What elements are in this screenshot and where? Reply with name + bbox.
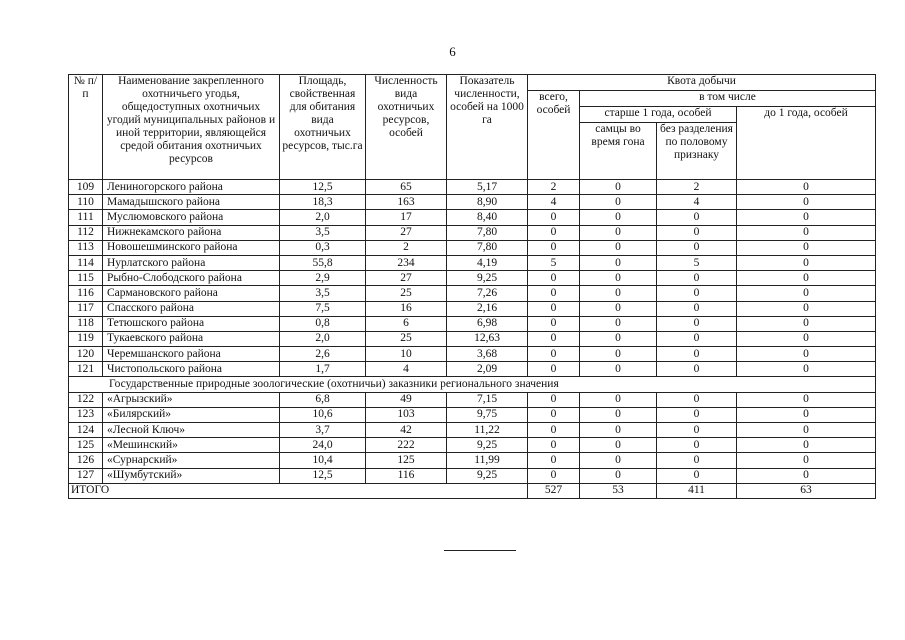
cell-under1: 0 xyxy=(737,347,876,362)
table-row xyxy=(69,210,876,225)
table-row xyxy=(69,316,876,331)
cell-area: 3,5 xyxy=(280,225,366,240)
cell-males-rut: 0 xyxy=(580,301,657,316)
cell-name: «Шумбутский» xyxy=(103,468,280,483)
header-area: Площадь, свойственная для обитания вида охотничьих ресурсов, тыс.га xyxy=(280,75,366,180)
cell-population: 116 xyxy=(366,468,447,483)
header-total: всего, особей xyxy=(528,91,580,180)
quota-table xyxy=(68,74,876,499)
table-row xyxy=(69,301,876,316)
cell-total: 2 xyxy=(528,180,580,195)
cell-name: «Билярский» xyxy=(103,407,280,422)
cell-under1: 0 xyxy=(737,407,876,422)
table-row xyxy=(69,255,876,270)
cell-males-rut: 0 xyxy=(580,210,657,225)
cell-under1: 0 xyxy=(737,180,876,195)
cell-no-sex: 4 xyxy=(657,195,737,210)
cell-area: 0,8 xyxy=(280,316,366,331)
cell-total: 0 xyxy=(528,240,580,255)
cell-population: 222 xyxy=(366,438,447,453)
cell-name: «Лесной Ключ» xyxy=(103,423,280,438)
cell-under1: 0 xyxy=(737,301,876,316)
cell-males-rut: 0 xyxy=(580,316,657,331)
cell-num: 113 xyxy=(69,240,103,255)
cell-num: 112 xyxy=(69,225,103,240)
cell-no-sex: 0 xyxy=(657,423,737,438)
section-title: Государственные природные зоологические (охотничьи) заказники регионального значения xyxy=(69,377,876,392)
cell-total: 0 xyxy=(528,453,580,468)
cell-under1: 0 xyxy=(737,271,876,286)
cell-density: 7,26 xyxy=(447,286,528,301)
cell-density: 8,90 xyxy=(447,195,528,210)
cell-total: 0 xyxy=(528,210,580,225)
cell-total: 0 xyxy=(528,225,580,240)
cell-name: Нижнекамского района xyxy=(103,225,280,240)
cell-total: 0 xyxy=(528,468,580,483)
cell-name: Тетюшского района xyxy=(103,316,280,331)
cell-no-sex: 0 xyxy=(657,331,737,346)
table-row xyxy=(69,392,876,407)
cell-under1: 0 xyxy=(737,286,876,301)
cell-name: Рыбно-Слободского района xyxy=(103,271,280,286)
cell-name: Сармановского района xyxy=(103,286,280,301)
cell-density: 12,63 xyxy=(447,331,528,346)
cell-name: Лениногорского района xyxy=(103,180,280,195)
cell-males-rut: 0 xyxy=(580,438,657,453)
cell-population: 25 xyxy=(366,331,447,346)
cell-num: 119 xyxy=(69,331,103,346)
cell-under1: 0 xyxy=(737,195,876,210)
table-row xyxy=(69,407,876,422)
cell-area: 12,5 xyxy=(280,468,366,483)
table-row xyxy=(69,225,876,240)
cell-num: 116 xyxy=(69,286,103,301)
cell-no-sex: 2 xyxy=(657,180,737,195)
cell-no-sex: 0 xyxy=(657,438,737,453)
cell-no-sex: 0 xyxy=(657,286,737,301)
cell-name: Новошешминского района xyxy=(103,240,280,255)
cell-no-sex: 0 xyxy=(657,240,737,255)
cell-population: 10 xyxy=(366,347,447,362)
cell-total: 0 xyxy=(528,316,580,331)
cell-name: Нурлатского района xyxy=(103,255,280,270)
cell-males-rut: 0 xyxy=(580,407,657,422)
cell-under1: 0 xyxy=(737,240,876,255)
cell-males-rut: 0 xyxy=(580,240,657,255)
cell-no-sex: 0 xyxy=(657,347,737,362)
header-quota: Квота добычи xyxy=(528,75,876,91)
cell-total: 0 xyxy=(528,407,580,422)
cell-under1: 0 xyxy=(737,468,876,483)
header-older: старше 1 года, особей xyxy=(580,107,737,123)
cell-males-rut: 0 xyxy=(580,347,657,362)
cell-density: 5,17 xyxy=(447,180,528,195)
cell-name: Черемшанского района xyxy=(103,347,280,362)
cell-num: 124 xyxy=(69,423,103,438)
cell-density: 9,25 xyxy=(447,468,528,483)
cell-under1: 0 xyxy=(737,316,876,331)
cell-total: 0 xyxy=(528,392,580,407)
table-header xyxy=(69,75,876,180)
table-row xyxy=(69,271,876,286)
cell-name: «Сурнарский» xyxy=(103,453,280,468)
cell-population: 65 xyxy=(366,180,447,195)
totals-label: ИТОГО xyxy=(69,483,528,498)
table-row xyxy=(69,286,876,301)
cell-num: 110 xyxy=(69,195,103,210)
cell-population: 27 xyxy=(366,271,447,286)
cell-population: 234 xyxy=(366,255,447,270)
cell-area: 3,7 xyxy=(280,423,366,438)
cell-density: 6,98 xyxy=(447,316,528,331)
table-row xyxy=(69,331,876,346)
cell-no-sex: 0 xyxy=(657,210,737,225)
cell-males-rut: 0 xyxy=(580,468,657,483)
cell-total: 0 xyxy=(528,438,580,453)
cell-num: 127 xyxy=(69,468,103,483)
cell-no-sex: 0 xyxy=(657,316,737,331)
totals-males: 53 xyxy=(580,483,657,498)
cell-area: 10,6 xyxy=(280,407,366,422)
cell-total: 4 xyxy=(528,195,580,210)
cell-area: 7,5 xyxy=(280,301,366,316)
cell-total: 0 xyxy=(528,331,580,346)
cell-no-sex: 0 xyxy=(657,301,737,316)
cell-num: 120 xyxy=(69,347,103,362)
cell-area: 1,7 xyxy=(280,362,366,377)
cell-density: 2,16 xyxy=(447,301,528,316)
cell-area: 2,9 xyxy=(280,271,366,286)
totals-under1: 63 xyxy=(737,483,876,498)
cell-area: 18,3 xyxy=(280,195,366,210)
cell-total: 0 xyxy=(528,301,580,316)
table-row xyxy=(69,423,876,438)
cell-population: 17 xyxy=(366,210,447,225)
cell-density: 8,40 xyxy=(447,210,528,225)
cell-num: 118 xyxy=(69,316,103,331)
cell-under1: 0 xyxy=(737,438,876,453)
cell-name: Муслюмовского района xyxy=(103,210,280,225)
cell-under1: 0 xyxy=(737,331,876,346)
cell-name: «Агрызский» xyxy=(103,392,280,407)
header-males-rut: самцы во время гона xyxy=(580,123,657,180)
cell-name: Мамадышского района xyxy=(103,195,280,210)
cell-name: Тукаевского района xyxy=(103,331,280,346)
cell-under1: 0 xyxy=(737,255,876,270)
cell-density: 2,09 xyxy=(447,362,528,377)
cell-density: 7,80 xyxy=(447,240,528,255)
cell-area: 2,0 xyxy=(280,210,366,225)
cell-area: 10,4 xyxy=(280,453,366,468)
cell-males-rut: 0 xyxy=(580,180,657,195)
cell-num: 125 xyxy=(69,438,103,453)
cell-density: 9,25 xyxy=(447,438,528,453)
cell-population: 42 xyxy=(366,423,447,438)
cell-population: 25 xyxy=(366,286,447,301)
cell-males-rut: 0 xyxy=(580,331,657,346)
cell-population: 27 xyxy=(366,225,447,240)
cell-num: 122 xyxy=(69,392,103,407)
cell-under1: 0 xyxy=(737,225,876,240)
header-under1: до 1 года, особей xyxy=(737,107,876,180)
table-row xyxy=(69,347,876,362)
table-row xyxy=(69,438,876,453)
cell-population: 6 xyxy=(366,316,447,331)
cell-males-rut: 0 xyxy=(580,286,657,301)
table-row xyxy=(69,453,876,468)
cell-population: 125 xyxy=(366,453,447,468)
cell-males-rut: 0 xyxy=(580,453,657,468)
cell-area: 6,8 xyxy=(280,392,366,407)
cell-area: 24,0 xyxy=(280,438,366,453)
cell-name: Чистопольского района xyxy=(103,362,280,377)
cell-num: 115 xyxy=(69,271,103,286)
cell-males-rut: 0 xyxy=(580,362,657,377)
cell-under1: 0 xyxy=(737,362,876,377)
cell-density: 7,80 xyxy=(447,225,528,240)
cell-no-sex: 0 xyxy=(657,362,737,377)
cell-males-rut: 0 xyxy=(580,392,657,407)
cell-density: 3,68 xyxy=(447,347,528,362)
cell-population: 163 xyxy=(366,195,447,210)
header-density: Показатель численности, особей на 1000 га xyxy=(447,75,528,180)
cell-total: 5 xyxy=(528,255,580,270)
cell-population: 2 xyxy=(366,240,447,255)
cell-population: 103 xyxy=(366,407,447,422)
cell-num: 114 xyxy=(69,255,103,270)
table-body-reserves xyxy=(69,392,876,483)
section-row xyxy=(69,377,876,392)
cell-no-sex: 0 xyxy=(657,468,737,483)
table-body-districts xyxy=(69,180,876,377)
cell-num: 121 xyxy=(69,362,103,377)
table-row xyxy=(69,468,876,483)
cell-no-sex: 0 xyxy=(657,271,737,286)
cell-num: 126 xyxy=(69,453,103,468)
cell-area: 12,5 xyxy=(280,180,366,195)
header-population: Численность вида охотничьих ресурсов, особей xyxy=(366,75,447,180)
cell-males-rut: 0 xyxy=(580,225,657,240)
cell-total: 0 xyxy=(528,286,580,301)
header-no-sex: без разделения по половому признаку xyxy=(657,123,737,180)
cell-num: 117 xyxy=(69,301,103,316)
page-number: 6 xyxy=(449,44,456,59)
cell-total: 0 xyxy=(528,271,580,286)
cell-males-rut: 0 xyxy=(580,423,657,438)
cell-num: 111 xyxy=(69,210,103,225)
cell-under1: 0 xyxy=(737,453,876,468)
table-row xyxy=(69,180,876,195)
cell-density: 4,19 xyxy=(447,255,528,270)
header-num: № п/п xyxy=(69,75,103,180)
cell-under1: 0 xyxy=(737,392,876,407)
header-including: в том числе xyxy=(580,91,876,107)
totals-total: 527 xyxy=(528,483,580,498)
cell-density: 11,99 xyxy=(447,453,528,468)
cell-no-sex: 0 xyxy=(657,392,737,407)
cell-no-sex: 0 xyxy=(657,453,737,468)
table-row xyxy=(69,240,876,255)
cell-area: 0,3 xyxy=(280,240,366,255)
cell-name: «Мешинский» xyxy=(103,438,280,453)
table-row xyxy=(69,195,876,210)
cell-population: 16 xyxy=(366,301,447,316)
totals-row xyxy=(69,483,876,498)
cell-no-sex: 0 xyxy=(657,407,737,422)
cell-total: 0 xyxy=(528,347,580,362)
cell-no-sex: 5 xyxy=(657,255,737,270)
cell-under1: 0 xyxy=(737,210,876,225)
cell-population: 49 xyxy=(366,392,447,407)
cell-density: 9,75 xyxy=(447,407,528,422)
cell-under1: 0 xyxy=(737,423,876,438)
cell-males-rut: 0 xyxy=(580,271,657,286)
table-row xyxy=(69,362,876,377)
cell-area: 2,6 xyxy=(280,347,366,362)
cell-no-sex: 0 xyxy=(657,225,737,240)
cell-density: 9,25 xyxy=(447,271,528,286)
end-rule xyxy=(444,550,516,551)
cell-total: 0 xyxy=(528,423,580,438)
cell-density: 7,15 xyxy=(447,392,528,407)
totals-group xyxy=(69,483,876,498)
cell-population: 4 xyxy=(366,362,447,377)
cell-males-rut: 0 xyxy=(580,195,657,210)
cell-total: 0 xyxy=(528,362,580,377)
header-name: Наименование закрепленного охотничьего угодья, общедоступных охотничьих угодий муниципальных районов и иной территории, являющейся средой обитания охотничьих ресурсов xyxy=(103,75,280,180)
totals-no-sex: 411 xyxy=(657,483,737,498)
cell-males-rut: 0 xyxy=(580,255,657,270)
cell-name: Спасского района xyxy=(103,301,280,316)
cell-area: 2,0 xyxy=(280,331,366,346)
cell-area: 55,8 xyxy=(280,255,366,270)
cell-density: 11,22 xyxy=(447,423,528,438)
cell-num: 123 xyxy=(69,407,103,422)
cell-num: 109 xyxy=(69,180,103,195)
cell-area: 3,5 xyxy=(280,286,366,301)
section-row-group xyxy=(69,377,876,392)
